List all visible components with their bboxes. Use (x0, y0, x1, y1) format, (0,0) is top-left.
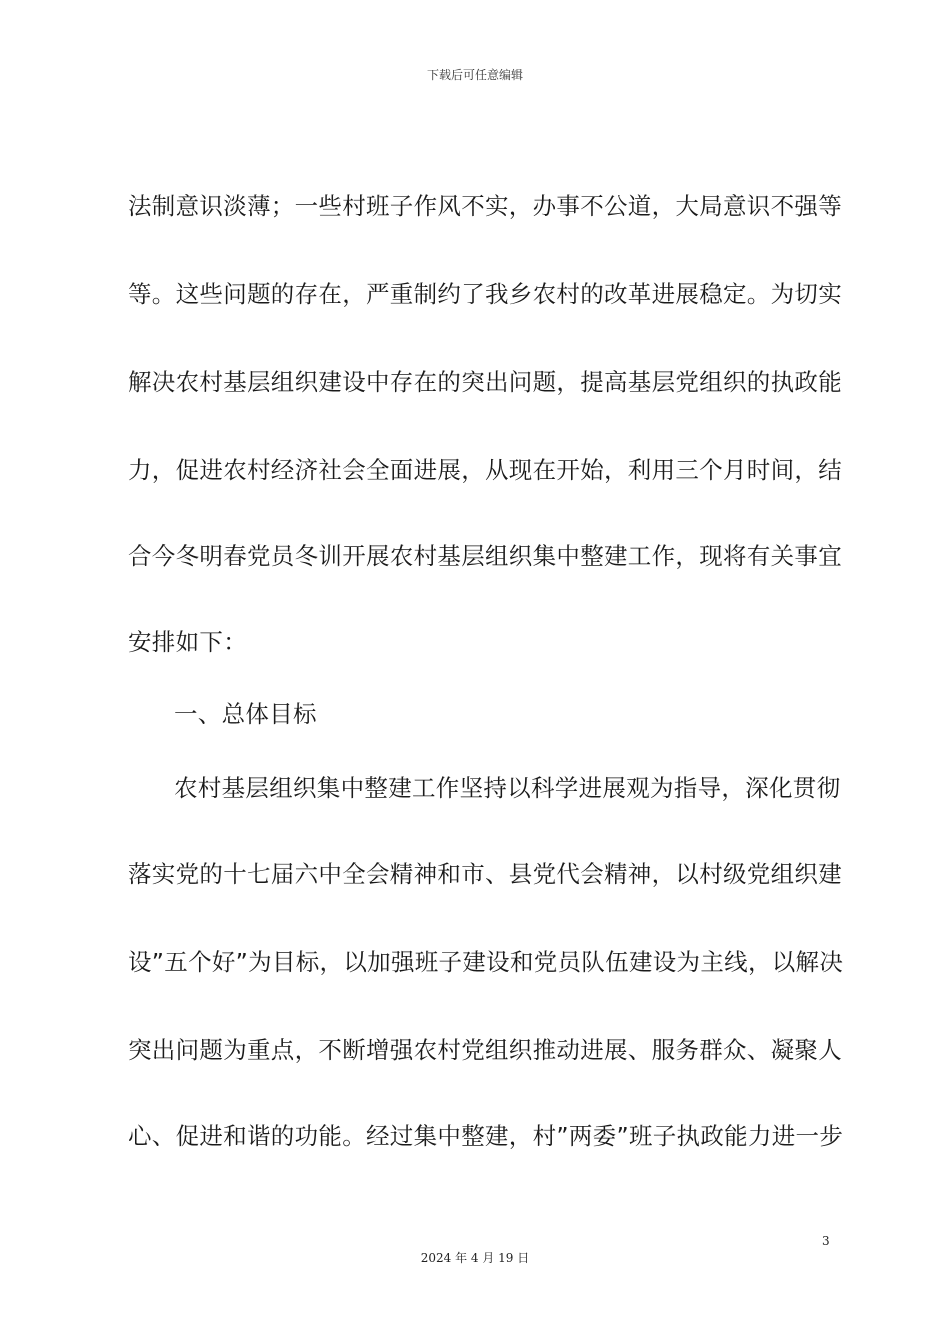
text-line: 合今冬明春党员冬训开展农村基层组织集中整建工作，现将有关事宜 (128, 542, 842, 570)
text-line: 安排如下： (128, 628, 247, 656)
text-line: 法制意识淡薄；一些村班子作风不实，办事不公道，大局意识不强等 (128, 192, 842, 220)
text-line: 心、促进和谐的功能。经过集中整建，村”两委”班子执政能力进一步 (128, 1122, 844, 1150)
header-editable-note: 下载后可任意编辑 (426, 68, 523, 82)
text-line: 落实党的十七届六中全会精神和市、县党代会精神，以村级党组织建 (128, 860, 842, 888)
text-line: 解决农村基层组织建设中存在的突出问题，提高基层党组织的执政能 (128, 368, 842, 396)
text-line: 力，促进农村经济社会全面进展，从现在开始，利用三个月时间，结 (128, 456, 842, 484)
text-line: 突出问题为重点，不断增强农村党组织推动进展、服务群众、凝聚人 (128, 1036, 842, 1064)
text-line: 设”五个好”为目标，以加强班子建设和党员队伍建设为主线，以解决 (128, 948, 844, 976)
text-line: 等。这些问题的存在，严重制约了我乡农村的改革进展稳定。为切实 (128, 280, 842, 308)
section-heading: 一、总体目标 (174, 700, 317, 728)
text-line: 农村基层组织集中整建工作坚持以科学进展观为指导，深化贯彻 (174, 774, 841, 802)
footer-date: 2024 年 4 月 19 日 (420, 1251, 530, 1265)
page-number: 3 (822, 1234, 830, 1248)
